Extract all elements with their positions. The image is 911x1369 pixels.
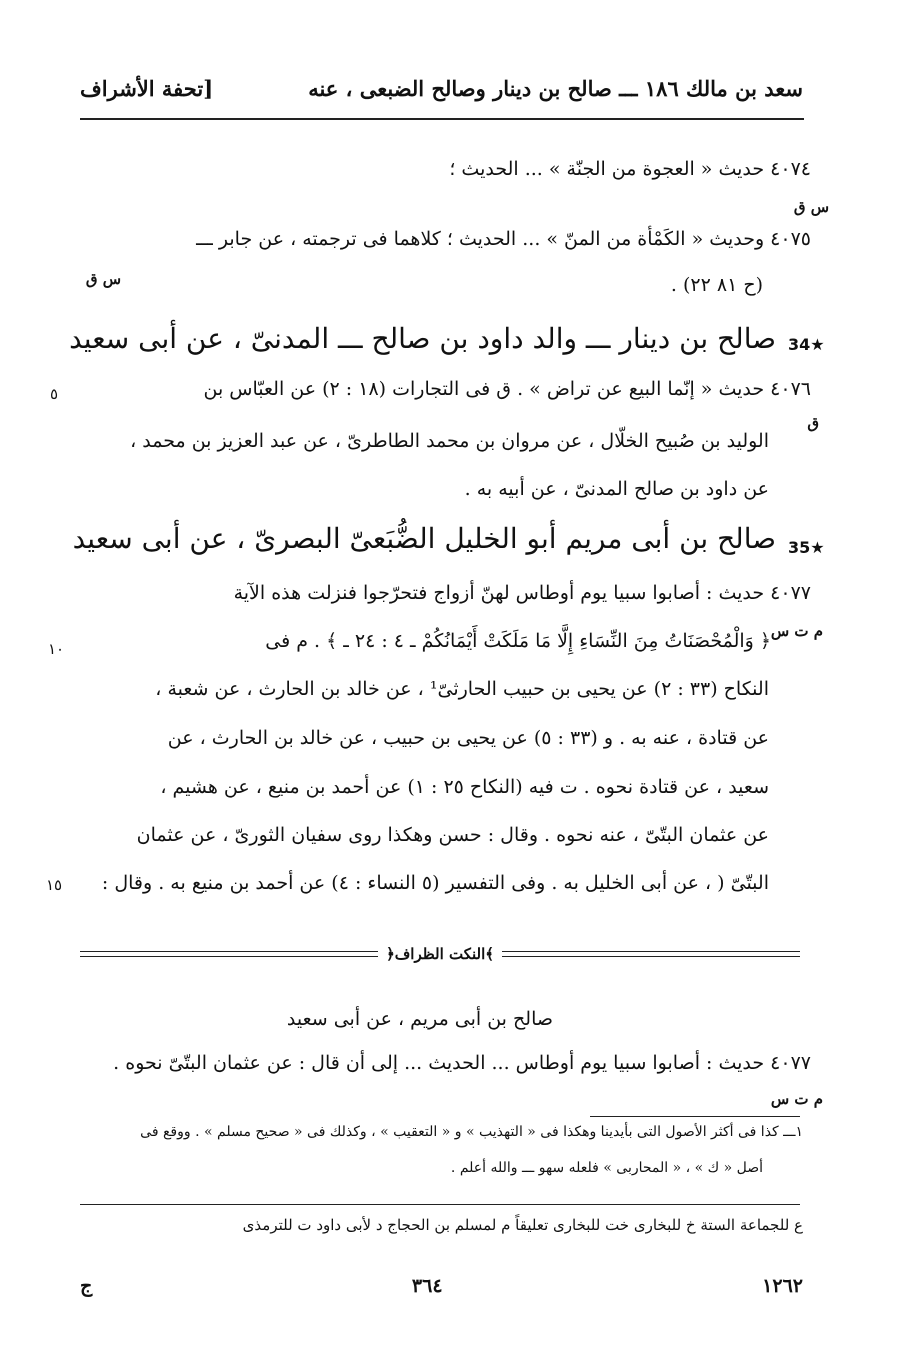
section-35-number: 35★ [788,538,825,557]
entry-4076-sigla: ق [807,414,819,432]
margin-number-10: ١٠ [48,640,65,658]
entry-4077-line3: النكاح (٣٣ : ٢) عن يحيى بن حبيب الحارثىّ¹ ، عن خالد بن الحارث ، عن شعبة ، [155,678,769,700]
entry-4074: ٤٠٧٤ حديث « العجوة من الجنّة » ... الحديث ؛ [449,158,811,180]
entry-4077-line2: ﴿ وَالْمُحْصَنَاتُ مِنَ النِّسَاءِ إِلَّا مَا مَلَكَتْ أَيْمَانُكُمْ ـ ٤ : ٢٤ ـ ﴾ . م فى [265,630,771,652]
entry-4076-line3: عن داود بن صالح المدنىّ ، عن أبيه به . [464,478,769,500]
entry-4076-line2: الوليد بن صُبيح الخلّال ، عن مروان بن محمد الطاطرىّ ، عن عبد العزيز بن محمد ، [130,430,769,452]
header-right: سعد بن مالك ١٨٦ ـــ صالح بن دينار وصالح الضبعى ، عنه [308,76,803,101]
margin-number-5: ٥ [50,385,59,403]
footnote-line1: ١ـــ كذا فى أكثر الأصول التى بأيدينا وهكذا فى « التهذيب » و « التعقيب » ، وكذلك فى « صحيح مسلم » . ووقع فى [140,1124,803,1140]
section-34-title: صالح بن دينار ـــ والد داود بن صالح ـــ المدنىّ ، عن أبى سعيد [69,322,776,355]
entry-4075-sigla: س ق [85,270,121,288]
siglum-legend: ع للجماعة الستة خ للبخارى خت للبخارى تعليقاً م لمسلم بن الحجاج د لأبى داود ت للترمذى [242,1216,803,1234]
page-number-center: ٣٦٤ [411,1275,443,1297]
page-number-row [80,1275,803,1297]
entry-4077-line5: سعيد ، عن قتادة نحوه . ت فيه (النكاح ٢٥ : ١) عن أحمد بن منيع ، عن هشيم ، [160,776,769,798]
divider-line-right [502,951,800,957]
legend-rule [80,1204,800,1205]
section-35-title: صالح بن أبى مريم أبو الخليل الضُّبَعىّ البصرىّ ، عن أبى سعيد [72,522,776,555]
nukat-entry-4077: ٤٠٧٧ حديث : أصابوا سبيا يوم أوطاس ... الحديث ... إلى أن قال : عن عثمان البتّىّ نحوه . [113,1052,811,1074]
entry-4077-line1: ٤٠٧٧ حديث : أصابوا سبيا يوم أوطاس لهنّ أزواج فتحرّجوا فنزلت هذه الآية [233,582,811,604]
header-rule [80,118,804,120]
nukat-sigla: م ت س [770,1090,823,1108]
entry-4076-line1: ٤٠٧٦ حديث « إنّما البيع عن تراض » . ق فى التجارات (١٨ : ٢) عن العبّاس بن [203,378,811,400]
divider-line-left [80,951,378,957]
divider-label: ﴾النكت الظراف﴿ [385,945,495,963]
entry-4075-tail: (ح ٨١ ٢٢) . [670,274,763,296]
footnote-rule [590,1116,800,1117]
entry-4074-sigla: س ق [793,198,829,216]
section-34-number: 34★ [788,335,825,354]
footnote-line2: أصل « ك » ، « المحاربى » فلعله سهو ـــ والله أعلم . [450,1160,763,1176]
entry-4077-line4: عن قتادة ، عنه به . و (٣٣ : ٥) عن يحيى بن حبيب ، عن خالد بن الحارث ، عن [167,727,769,749]
page-number-right: ١٢٦٢ [762,1275,803,1297]
page-number-left: ج [80,1275,93,1297]
margin-number-15: ١٥ [46,876,63,894]
running-header [80,76,803,101]
entry-4077-line6: عن عثمان البتّىّ ، عنه نحوه . وقال : حسن وهكذا روى سفيان الثورىّ ، عن عثمان [136,824,769,846]
entry-4077-sigla: م ت س [770,622,823,640]
header-left: [تحفة الأشراف [80,76,214,101]
nukat-heading: صالح بن أبى مريم ، عن أبى سعيد [286,1008,553,1030]
nukat-divider [80,942,800,966]
entry-4075: ٤٠٧٥ وحديث « الكَمْأة من المنّ » ... الحديث ؛ كلاهما فى ترجمته ، عن جابر ـــ [196,228,811,250]
entry-4077-line7: البتّىّ ( ، عن أبى الخليل به . وفى التفسير (٥ النساء : ٤) عن أحمد بن منيع به . وقال : [101,872,769,894]
